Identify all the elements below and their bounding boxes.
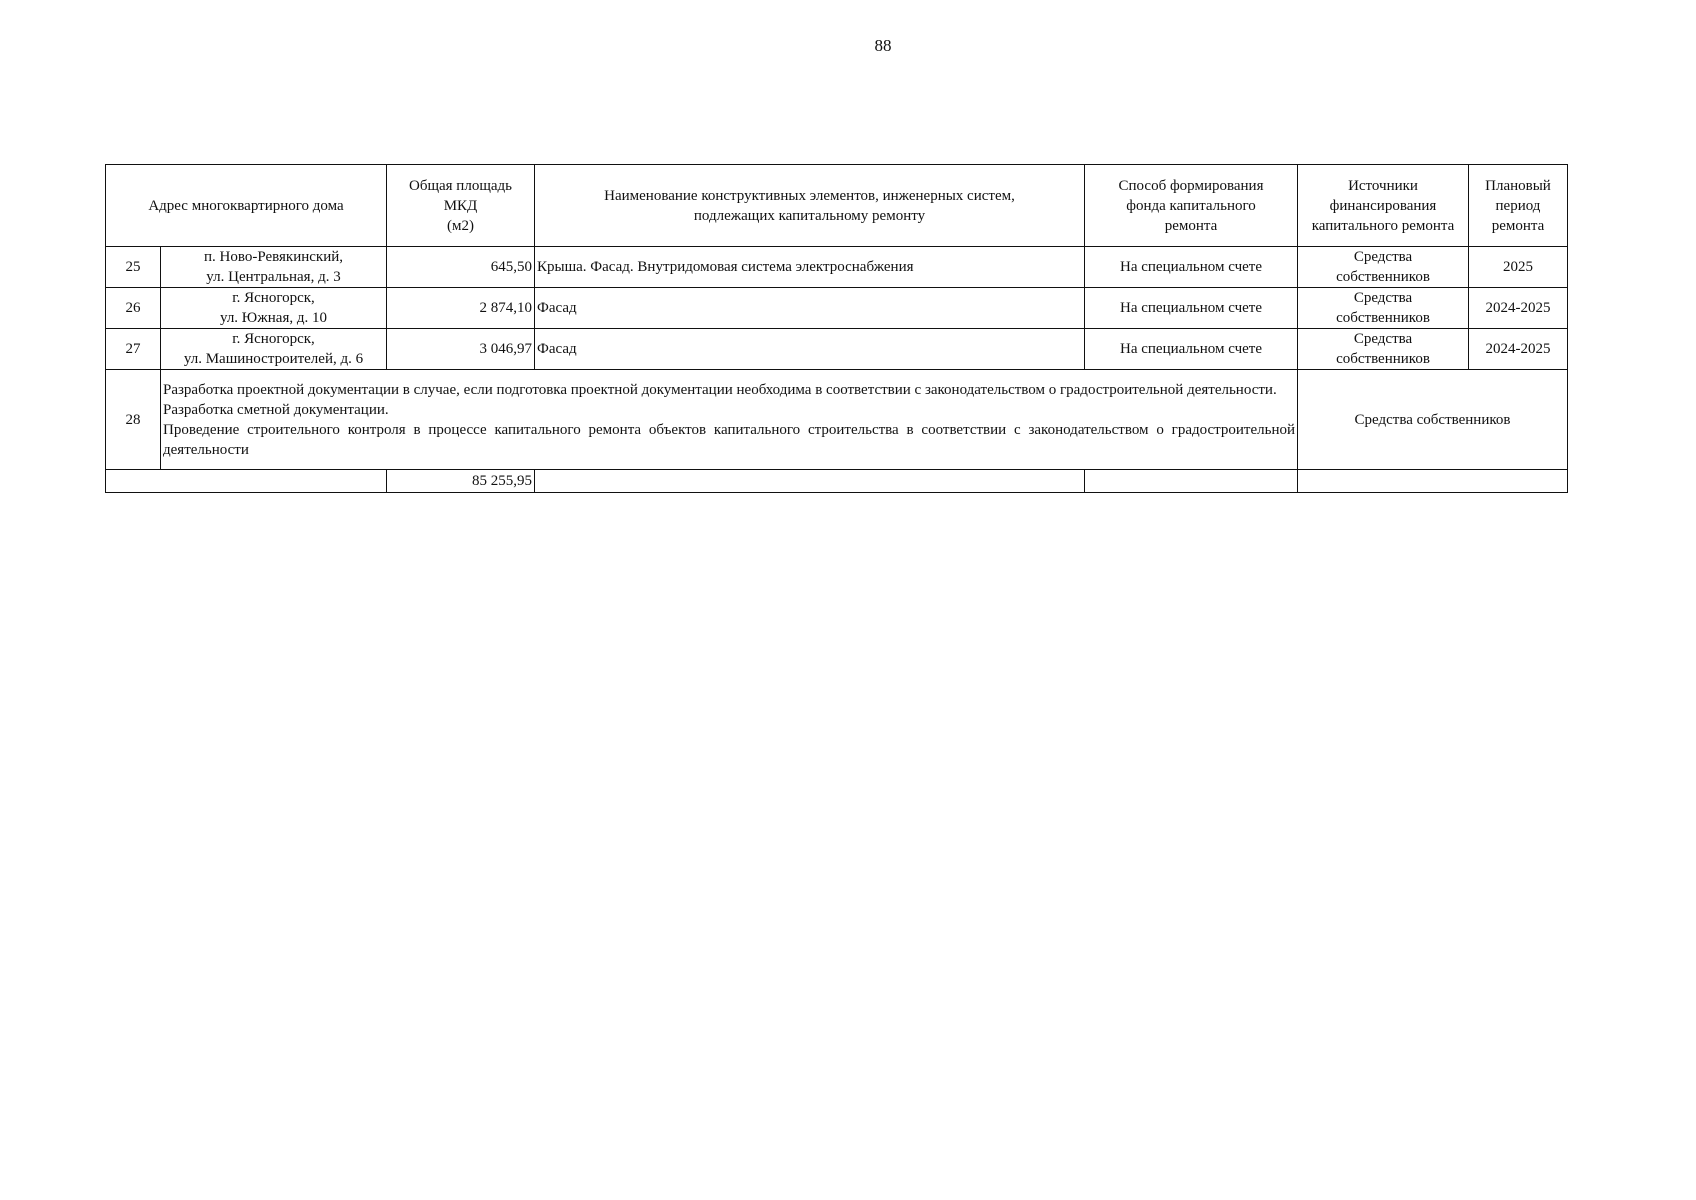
total-label-cell (106, 470, 387, 493)
row-number: 25 (106, 247, 161, 288)
row-elements: Фасад (535, 288, 1085, 329)
total-empty-cell (1298, 470, 1568, 493)
table-row (106, 288, 1568, 329)
row-method: На специальном счете (1085, 288, 1298, 329)
header-source-line: капитального ремонта (1311, 217, 1455, 234)
general-works-description (161, 370, 1298, 470)
header-source (1298, 165, 1469, 247)
header-source-line: финансирования (1329, 197, 1437, 214)
description-paragraph: Разработка сметной документации. (163, 401, 389, 418)
row-number: 28 (106, 370, 161, 470)
header-method-line: фонда капитального (1126, 197, 1256, 214)
row-number: 26 (106, 288, 161, 329)
source-line: собственников (1336, 269, 1430, 285)
source-line: Средства (1353, 249, 1413, 265)
header-elements-line: подлежащих капитальному ремонту (693, 207, 926, 224)
header-method-line: ремонта (1164, 217, 1218, 234)
address-line: ул. Машиностроителей, д. 6 (183, 351, 364, 367)
header-period-line: ремонта (1491, 217, 1545, 234)
source-line: Средства (1353, 290, 1413, 306)
page-number: 88 (874, 36, 892, 55)
source-line: собственников (1336, 310, 1430, 326)
row-source (1298, 288, 1469, 329)
address-line: г. Ясногорск, (232, 290, 315, 306)
total-empty-cell (1085, 470, 1298, 493)
address-line: ул. Центральная, д. 3 (206, 269, 341, 285)
row-area: 645,50 (387, 247, 535, 288)
header-elements (535, 165, 1085, 247)
header-elements-line: Наименование конструктивных элементов, инженерных систем, (604, 187, 1015, 204)
capital-repair-table (105, 164, 1568, 493)
header-period-line: период (1495, 197, 1541, 214)
row-method: На специальном счете (1085, 247, 1298, 288)
header-area-line: (м2) (447, 217, 474, 234)
row-address (161, 288, 387, 329)
row-area: 2 874,10 (387, 288, 535, 329)
row-elements: Фасад (535, 329, 1085, 370)
table-header-row (106, 165, 1568, 247)
header-method-line: Способ формирования (1118, 177, 1264, 194)
source-line: Средства (1353, 331, 1413, 347)
header-address: Адрес многоквартирного дома (106, 165, 387, 247)
row-source (1298, 247, 1469, 288)
header-source-line: Источники (1348, 177, 1418, 194)
row-address (161, 329, 387, 370)
description-paragraph: Разработка проектной документации в случае, если подготовка проектной документации необходима в соответствии с законодательством о градостроительной деятельности. (163, 381, 1277, 398)
row-period: 2024-2025 (1469, 329, 1568, 370)
header-area-line: Общая площадь (408, 177, 512, 194)
row-area: 3 046,97 (387, 329, 535, 370)
table-row (106, 329, 1568, 370)
address-line: п. Ново-Ревякинский, (203, 249, 343, 265)
address-line: г. Ясногорск, (232, 331, 315, 347)
row-elements: Крыша. Фасад. Внутридомовая система электроснабжения (535, 247, 1085, 288)
header-area (387, 165, 535, 247)
table-total-row (106, 470, 1568, 493)
row-method: На специальном счете (1085, 329, 1298, 370)
description-paragraph: Проведение строительного контроля в процессе капитального ремонта объектов капитального строительства в соответствии с законодательством о градостроительной деятельности (163, 421, 1295, 458)
source-line: собственников (1336, 351, 1430, 367)
header-method (1085, 165, 1298, 247)
row-number: 27 (106, 329, 161, 370)
row-address (161, 247, 387, 288)
address-line: ул. Южная, д. 10 (219, 310, 327, 326)
row-source (1298, 329, 1469, 370)
row-period: 2024-2025 (1469, 288, 1568, 329)
row-period: 2025 (1469, 247, 1568, 288)
header-period-line: Плановый (1485, 177, 1551, 194)
total-area: 85 255,95 (387, 470, 535, 493)
header-area-line: МКД (443, 197, 478, 214)
table-row (106, 247, 1568, 288)
general-works-source: Средства собственников (1298, 370, 1568, 470)
total-empty-cell (535, 470, 1085, 493)
table-row-general-works (106, 370, 1568, 470)
header-period (1469, 165, 1568, 247)
